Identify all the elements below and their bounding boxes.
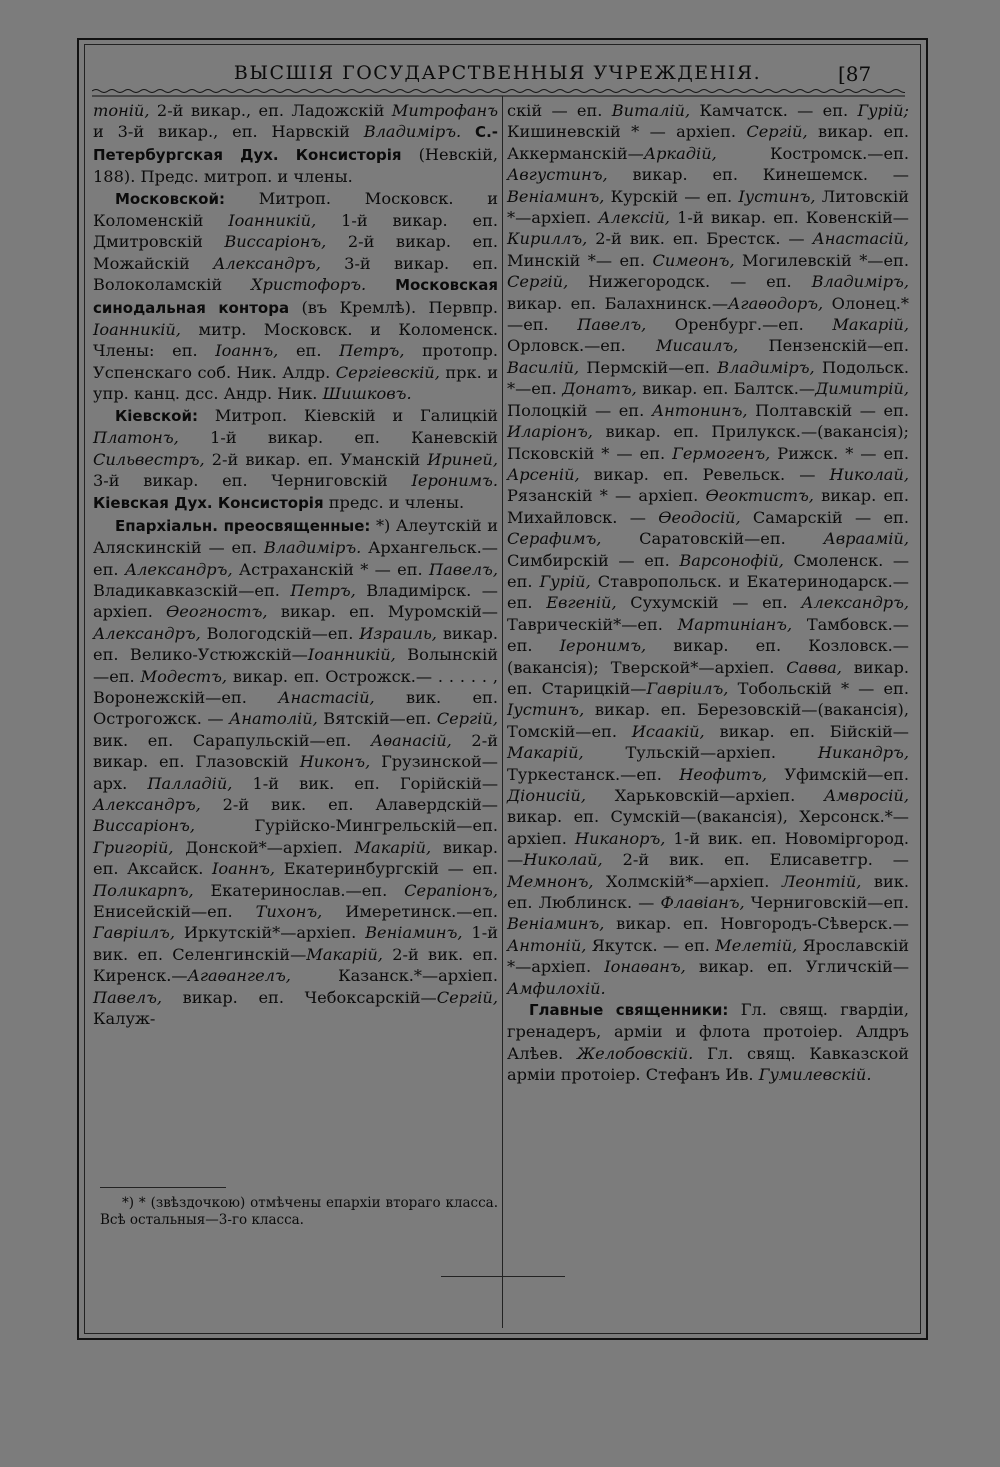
name-italic: Веніаминъ, [365,923,463,943]
name-italic: Веніаминъ, [507,914,605,934]
text-run: прк. и упр. канц. дсс. Андр. Ник. [93,362,498,404]
text-run: 1-й вик. еп. Горійскій— [232,773,499,793]
name-italic: Іеронимъ, [559,636,647,656]
text-run: Ставропольск. и Екатеринодарск.—еп. [507,571,909,613]
name-italic: Іеронимъ. [411,470,498,490]
text-run: Полоцкій — еп. [507,400,652,420]
name-italic: Аркадій, [643,143,717,163]
name-italic: Ѳеодосій, [658,507,741,527]
name-italic: Гавріилъ, [646,678,729,698]
text-run: викар. еп. Кинешемск. — [607,165,909,185]
name-italic: тоній, [93,101,150,120]
column-divider [502,96,503,1328]
name-italic: Сильвестръ, [93,449,205,469]
text-run: Вологодскій—еп. [200,623,360,643]
text-run: 1-й вик. еп. Новоміргород.— [507,828,909,870]
name-italic: Владиміръ, [717,357,815,377]
name-italic: Исаакій, [631,721,705,741]
name-italic: Мемнонъ, [507,871,594,891]
name-italic: Сергій, [436,709,498,729]
text-run: Литовскій *—архіеп. [507,186,909,228]
text-run: Костромск.—еп. [716,143,909,163]
name-italic: Ириней, [427,449,498,469]
name-italic: Іустинъ, [738,186,816,206]
name-italic: Мартиніанъ, [677,614,793,634]
text-run: викар. еп. Велико-Устюжскій— [93,623,498,665]
name-italic: Агаѳангелъ, [187,966,291,986]
text-run: 2-й вик. еп. Елисаветгр. — [602,850,909,870]
end-rule [441,1276,565,1277]
text-run: вик. еп. Сарапульскій—еп. [93,730,371,750]
name-italic: Виссаріонъ, [224,232,327,252]
text-run: 1-й викар. еп. Ковенскій— [669,208,909,228]
text-run: Самарскій — еп. [740,507,909,527]
footnote: *) * (звѣздочкою) отмѣчены епархіи втораго класса. Всѣ остальныя—3-го класса. [100,1195,498,1228]
name-italic: Василій, [507,357,580,377]
name-italic: Савва, [786,657,842,677]
footnote-rule [100,1187,226,1188]
name-italic: Іоаннъ, [215,341,279,361]
name-italic: Платонъ, [93,428,179,448]
heading-bold: Кіевская Дух. Консисторія [93,494,324,513]
heading-bold: Епархіальн. преосвященные: [115,516,371,535]
paragraph-eparchial-continued [507,100,909,999]
name-italic: Поликарпъ, [93,880,194,900]
text-run: 2-й вик. еп. Брестск. — [587,229,813,249]
name-italic: Антонинъ, [651,400,748,420]
text-run: 1-й викар. еп. Дмитровскій [93,211,499,252]
name-italic: Анатолій, [229,709,318,729]
text-run: 2-й вик. еп. Алавердскій— [200,795,498,814]
text-run: Екатеринослав.—еп. [193,880,405,900]
heading-bold: Кіевской: [115,406,198,425]
name-italic: Іоанникій, [93,320,181,340]
text-run: Орловск.—еп. [507,336,656,356]
name-italic: Николай, [829,464,909,484]
text-run: Пензенскій—еп. [738,336,909,356]
name-italic: Амвросій, [823,786,909,805]
text-run: 1-й вик. еп. Селенгинскій— [93,923,498,964]
name-italic: Анастасій, [278,687,375,707]
right-column [507,100,909,1086]
text-run: Туркестанск.—еп. [507,764,680,784]
page-number: [87 [838,62,872,86]
text-run: Подольск. *—еп. [507,357,909,399]
name-italic: Макарій, [354,837,432,857]
name-italic: Гурій; [857,101,909,120]
heading-bold: Главные священники: [529,1001,729,1020]
name-italic: Агаѳодоръ, [728,293,824,313]
text-run: Митроп. Московск. и Коломенскій [93,188,498,231]
text-run: Холмскій*—архіеп. [593,871,782,891]
text-run: 2-й вик. еп. Киренск.— [93,944,498,986]
name-italic: Серафимъ, [507,529,602,549]
text-run: Калуж- [93,1009,156,1029]
name-italic: Аѳанасій, [370,730,452,750]
name-italic: Павелъ, [93,987,163,1007]
text-run: 2-й викар. еп. Глазовскій [93,730,498,772]
text-run: Рязанскій * — архіеп. [507,486,706,506]
name-italic: Ѳеоктистъ, [705,486,814,506]
text-run: вик. еп. Люблинск. — [507,871,910,913]
name-italic: Павелъ, [577,315,647,335]
text-run: Имеретинск.—еп. [322,902,498,922]
name-italic: Іоанникій, [307,645,396,665]
name-italic: Августинъ, [507,165,608,185]
name-italic: Гурій, [539,571,591,591]
name-italic: Макарій, [507,743,584,763]
paragraph-eparchial-bishops [93,515,498,1030]
paragraph-chief-priests [507,999,909,1086]
text-run: еп. [278,341,340,361]
name-italic: Александръ, [124,559,233,579]
name-italic: Донатъ, [562,379,637,399]
name-italic: Израиль, [359,623,437,643]
text-run: Камчатск. — еп. [690,101,858,120]
text-run: 2-й викар., еп. Ладожскій [149,101,392,120]
running-head: ВЫСШІЯ ГОСУДАРСТВЕННЫЯ УЧРЕЖДЕНІЯ. [233,62,762,84]
text-run: протопр. Успенскаго соб. Ник. Алдр. [93,341,498,382]
name-italic: Николай, [523,850,603,870]
name-italic: Макарій, [832,315,909,335]
name-italic: Виссаріонъ, [93,816,195,836]
text-run: викар. еп. Муромскій— [267,602,498,622]
name-italic: Желобовскій. [576,1043,694,1063]
text-run: 2-й викар. еп. Можайскій [93,232,499,273]
name-italic: Іонаѳанъ, [604,957,686,977]
text-run: Полтавскій — еп. [747,400,909,420]
text-run: викар. еп. Аккерманскій— [507,122,909,163]
text-run: Кишиневскій * — архіеп. [507,122,747,142]
text-run: Тобольскій * — еп. [728,678,909,698]
text-run: Митроп. Кіевскій и Галицкій [197,405,498,425]
text-run: 2-й викар. еп. Уманскій [204,449,428,469]
name-italic: Григорій, [93,837,174,857]
name-italic: Иларіонъ, [507,422,593,442]
text-run: Гурійско-Мингрельскій—еп. [195,816,498,836]
name-italic: Христофоръ. [251,275,367,295]
text-run: Нижегородск. — еп. [568,272,812,292]
name-italic: Петръ, [290,580,356,600]
text-run: вик. еп. Острогожск. — [93,687,498,729]
text-run: Олонец.*—еп. [507,293,909,335]
text-run: 1-й викар. еп. Каневскій [178,428,498,448]
name-italic: Діонисій, [507,786,586,805]
name-italic: Никонъ, [299,752,371,772]
text-run: и 3-й викар., еп. Нарвскій [93,122,364,142]
paragraph-petersburg [93,100,498,188]
text-run: Владимірск. — архіеп. [93,580,498,622]
text-run: Астраханскій * — еп. [232,559,429,579]
name-italic: Флавіанъ, [660,893,745,913]
name-italic: Мелетій, [715,935,798,955]
text-run: викар. еп. Угличскій— [685,957,910,977]
text-run: Вятскій—еп. [317,709,437,729]
text-run: Симбирскій — еп. [507,550,680,570]
text-run: викар. еп. Березовскій—(вакансія), Томскій—еп. [507,700,909,741]
text-run: викар. еп. Михайловск. — [507,486,909,527]
name-italic: Сергій, [507,272,569,292]
text-run: Волынскій—еп. [93,645,498,686]
text-run: Грузинской—арх. [93,752,498,793]
name-italic: Іустинъ, [507,700,585,720]
text-run: викар. еп. Острожск.— . . . . . , Воронежскій—еп. [93,666,498,707]
name-italic: Серапіонъ, [404,880,498,900]
name-italic: Никандръ, [817,743,909,763]
heading-bold: Московская синодальная контора [93,276,499,317]
name-italic: Авраамій, [823,529,909,549]
text-run: викар. еп. Балахнинск.— [507,293,729,313]
wavy-rule [92,86,905,98]
text-run: Саратовскій—еп. [601,529,824,549]
name-italic: Виталій, [611,101,691,120]
text-run: Енисейскій—еп. [93,902,256,922]
text-run: Сухумскій — еп. [616,593,802,613]
text-run: Уфимскій—еп. [767,764,909,784]
text-run: викар. еп. Сумскій—(вакансія), Херсонск.*—архіеп. [507,807,909,848]
paragraph-moscow [93,188,498,405]
text-run: Харьковскій—архіеп. [586,786,824,805]
text-run: Владикавказскій—еп. [93,580,291,600]
name-italic: Владиміръ, [811,272,909,292]
name-italic: Іоанникій, [228,211,317,231]
heading-bold: Московской: [115,189,225,208]
name-italic: Сергіевскій, [335,362,440,382]
text-run: Таврическій*—еп. [507,614,678,634]
name-italic: Ѳеогностъ, [166,602,268,622]
text-run: Гл. свящ. Кавказской арміи протоіер. Стефанъ Ив. [507,1043,909,1085]
text-run: Рижск. * — еп. [770,443,909,463]
text-run: Донской*—архіеп. [173,837,355,857]
text-run: Иркутскій*—архіеп. [175,923,366,943]
text-run: предс. и члены. [323,493,465,513]
text-run: Ярославскій *—архіеп. [507,935,909,977]
text-run: Екатеринбургскій — еп. [275,859,498,879]
text-run: скій — еп. [507,101,612,120]
name-italic: Іоаннъ, [212,859,276,879]
name-italic: Алексій, [598,208,670,228]
text-run: викар. еп. Балтск.— [636,379,816,399]
text-run: Черниговскій—еп. [744,893,909,913]
text-run: викар. еп. Чебоксарскій— [162,987,437,1007]
text-run: Могилевскій *—еп. [734,250,909,270]
text-run: Оренбург.—еп. [646,315,833,335]
text-run: Курскій — еп. [604,186,739,206]
name-italic: Владиміръ. [263,538,362,558]
name-italic: Сергій, [746,122,808,142]
name-italic: Сергій, [436,987,498,1007]
text-run: Пермскій—еп. [579,357,718,377]
name-italic: Митрофанъ [391,101,498,120]
name-italic: Антоній, [507,935,587,955]
name-italic: Александръ, [93,623,201,643]
name-italic: Павелъ, [428,559,498,579]
text-run: викар. еп. Новгородъ-Сѣверск.— [604,914,909,934]
name-italic: Евгеній, [546,593,617,613]
text-run: Казанск.*—архіеп. [290,966,498,986]
text-run: *) Алеутскій и Аляскинскій — еп. [93,515,498,558]
text-run: викар. еп. Бійскій— [704,721,909,741]
text-run: 3-й викар. еп. Черниговскій [93,470,412,490]
text-run: викар. еп. Прилукск.—(вакансія); Псковскій * — еп. [507,422,909,463]
name-italic: Модестъ, [140,666,228,686]
heading-bold: С.-Петербургская Дух. Консисторія [93,123,498,164]
text-run: митр. Московск. и Коломенск. Члены: еп. [93,320,498,361]
name-italic: Арсеній, [507,464,580,484]
name-italic: Никаноръ, [574,828,666,848]
name-italic: Гумилевскій. [758,1065,872,1085]
name-italic: Гавріилъ, [93,923,175,943]
text-run: 3-й викар. еп. Волоколамскій [93,253,499,295]
name-italic: Неофитъ, [679,764,768,784]
name-italic: Кириллъ, [507,229,588,249]
name-italic: Александръ, [213,253,321,273]
name-italic: Александръ, [801,593,909,613]
name-italic: Анастасій, [812,229,909,249]
left-column [93,100,498,1029]
text-run: Смоленск. — еп. [507,550,910,591]
name-italic: Леонтій, [781,871,862,891]
name-italic: Веніаминъ, [507,186,605,206]
text-run: викар. еп. Козловск.—(вакансія); Тверской*—архіеп. [507,636,909,677]
text-run: Гл. свящ. гвардіи, гренадеръ, арміи и флота протоіер. Алдръ Алѣев. [507,1000,909,1063]
text-run: Якутск. — еп. [586,935,716,955]
text-run: викар. еп. Старицкій— [507,657,909,698]
name-italic: Владиміръ. [363,122,462,142]
name-italic: Варсонофій, [679,550,784,570]
name-italic: Макарій, [306,944,383,964]
name-italic: Симеонъ, [652,250,735,270]
name-italic: Гермогенъ, [672,443,771,463]
text-run: Минскій *— еп. [507,250,653,270]
name-italic: Мисаилъ, [655,336,739,356]
name-italic: Александръ, [93,795,201,814]
text-run: (въ Кремлѣ). Первпр. [289,297,499,317]
text-run: Архангельск.—еп. [93,538,498,579]
text-run: Тамбовск.—еп. [507,614,909,656]
name-italic: Палладій, [147,773,233,793]
name-italic: Петръ, [339,341,405,361]
name-italic: Димитрій, [815,379,909,399]
text-run: (Невскій, 188). Предс. митроп. и члены. [93,144,498,187]
text-run: викар. еп. Ревельск. — [579,464,830,484]
text-run: Тульскій—архіеп. [583,743,818,763]
name-italic: Шишковъ. [322,384,412,404]
name-italic: Амфилохій. [507,978,606,998]
paragraph-kiev [93,405,498,515]
text-run: викар. еп. Аксайск. [93,837,498,879]
name-italic: Тихонъ, [255,902,323,922]
